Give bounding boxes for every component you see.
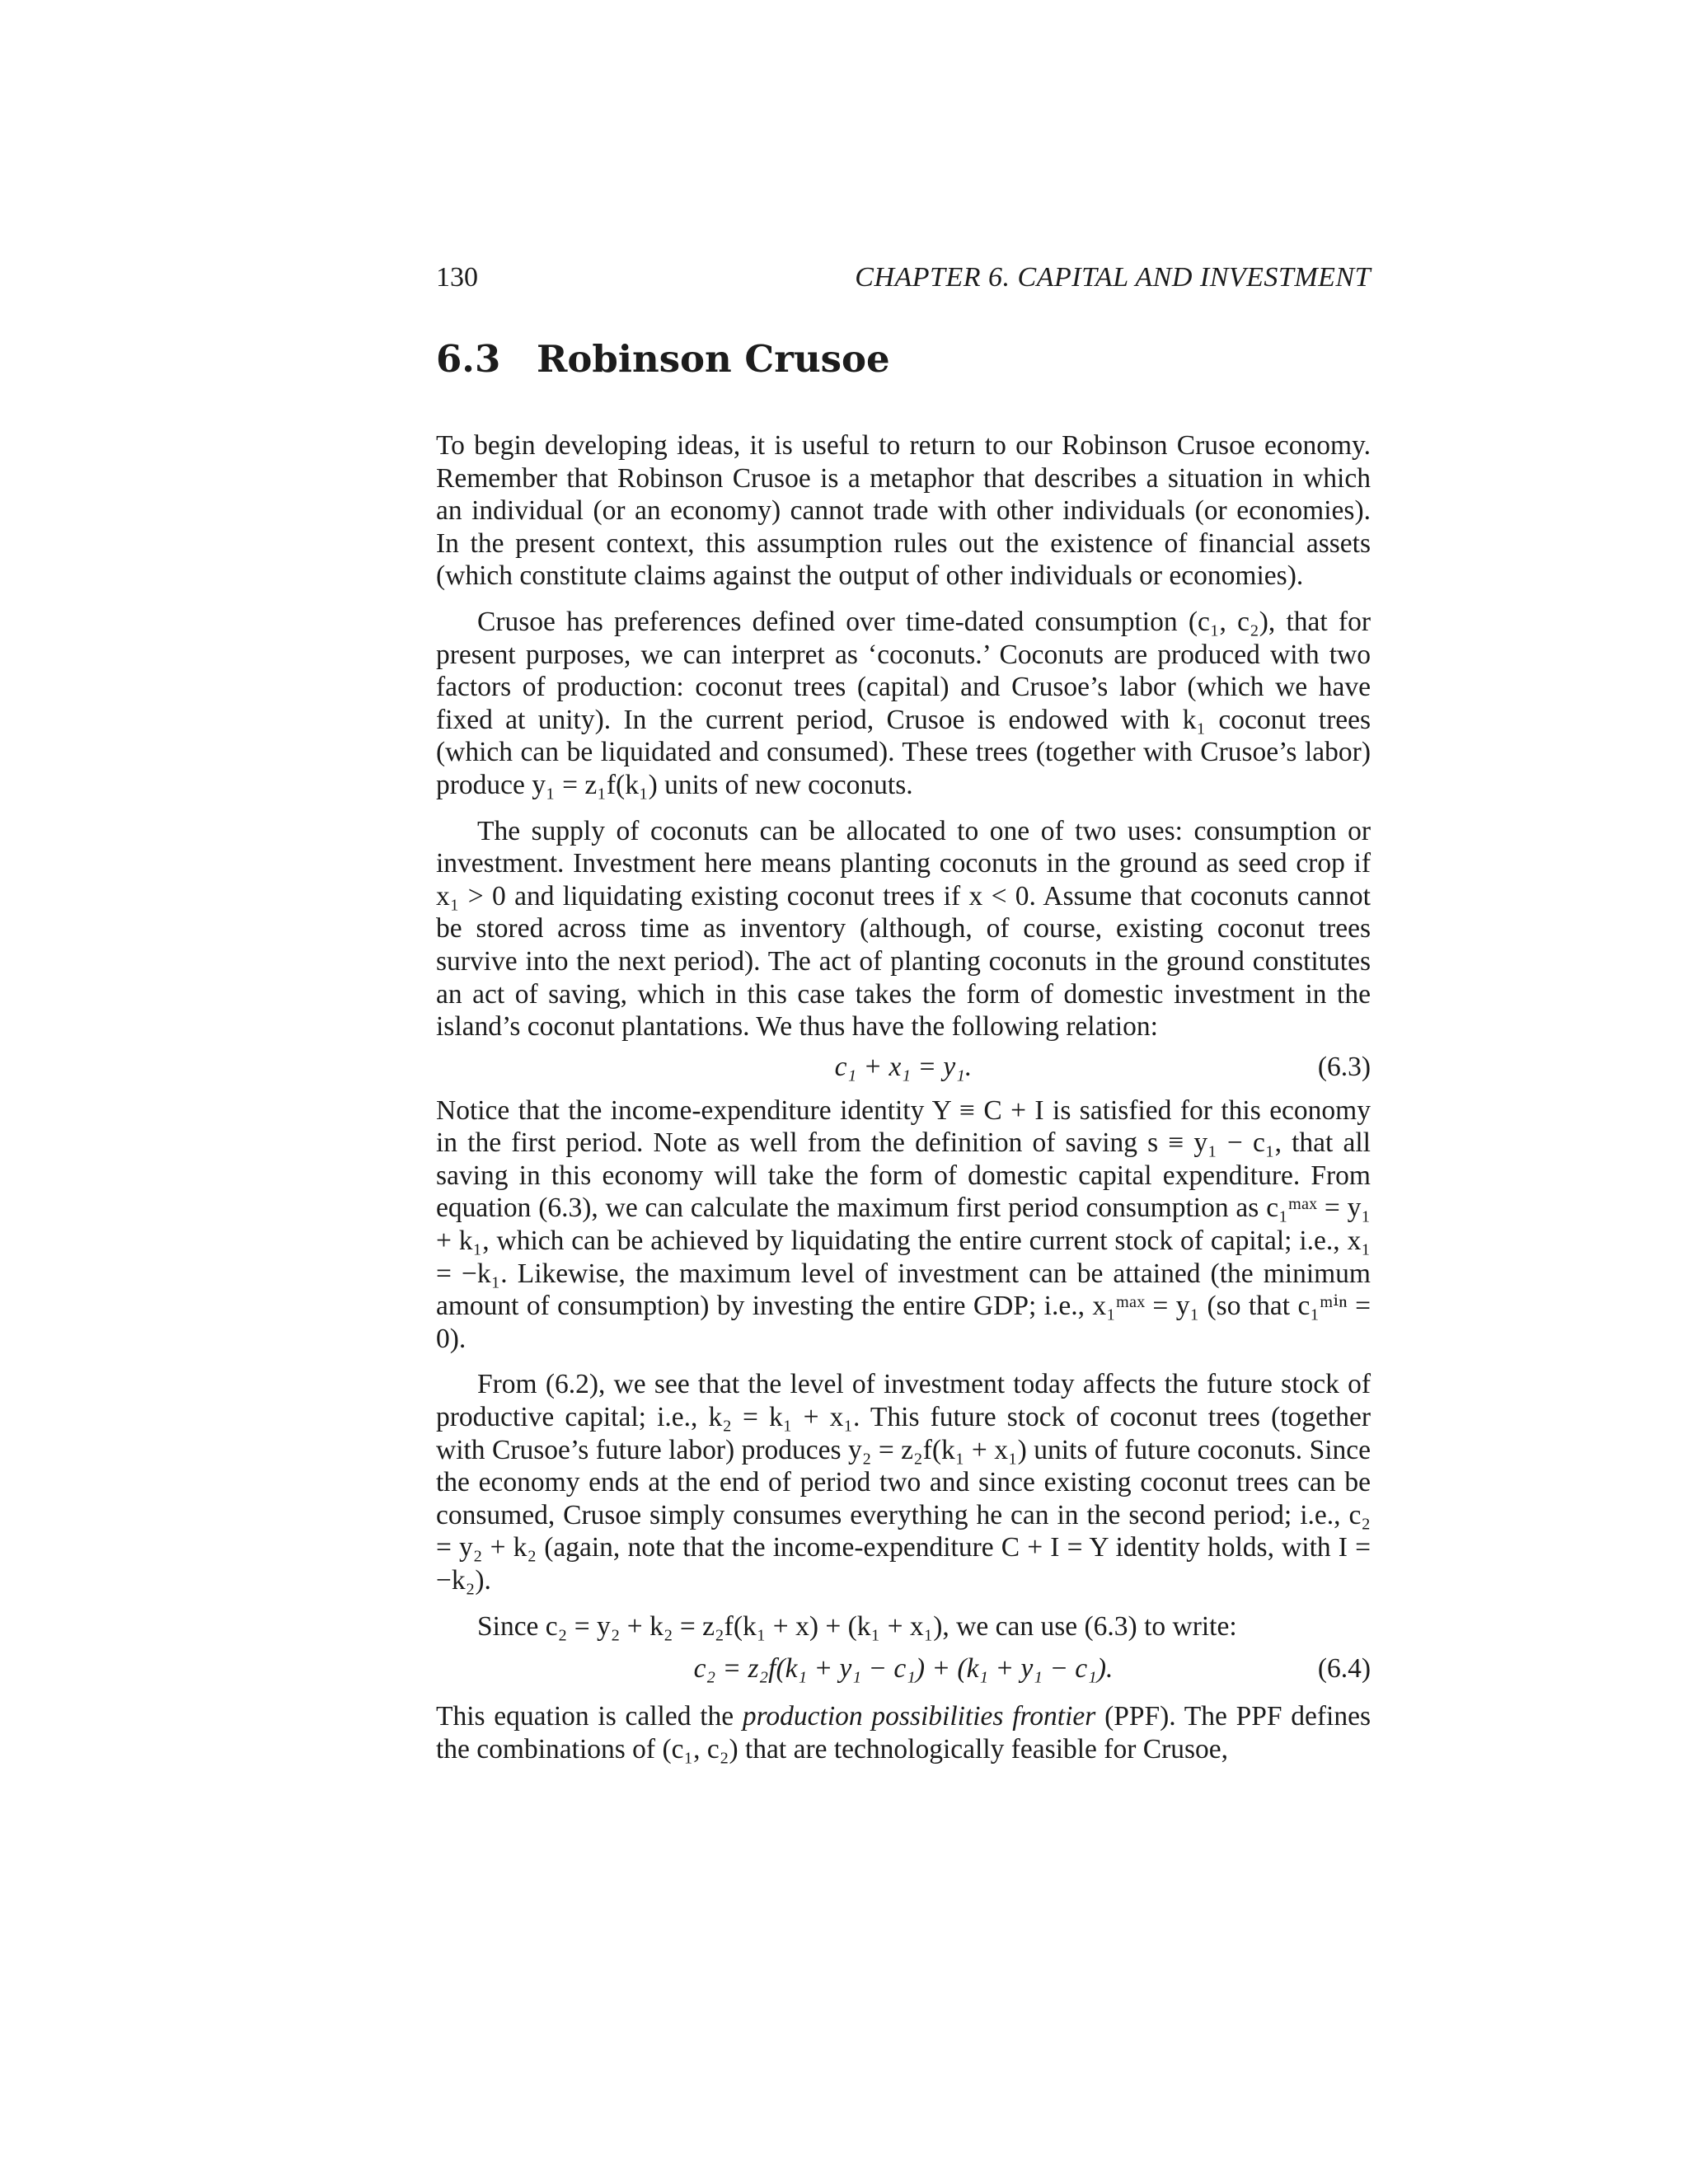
ppf-text-after: (PPF). The PPF defines the combinations of (c₁, c₂) that are technologically feasible for Crusoe,	[436, 1701, 1371, 1765]
section-number: 6.3	[436, 337, 501, 381]
paragraph-preferences: Crusoe has preferences defined over time-dated consumption (c₁, c₂), that for present purposes, we can interpret as ‘coconuts.’ Coconuts are produced with two factors of production: coconut trees (capital) and Crusoe’s labor (which we have fixed at unity). In the current period, Crusoe is endowed with k₁ coconut trees (which can be liquidated and consumed). These trees (together with Crusoe’s labor) produce y₁ = z₁f(k₁) units of new coconuts.	[436, 606, 1371, 800]
equation-6-3	[436, 1047, 1371, 1088]
paragraph-supply: The supply of coconuts can be allocated to one of two uses: consumption or investment. Investment here means planting coconuts in the ground as seed crop if x₁ > 0 and liquidating existing coconut trees if x < 0. Assume that coconuts cannot be stored across time as inventory (although, of course, existing coconut trees survive into the next period). The act of planting coconuts in the ground constitutes an act of saving, which in this case takes the form of domestic investment in the island’s coconut plantations. We thus have the following relation:	[436, 815, 1371, 1043]
paragraph-future-stock: From (6.2), we see that the level of investment today affects the future stock of productive capital; i.e., k₂ = k₁ + x₁. This future stock of coconut trees (together with Crusoe’s future labor) produces y₂ = z₂f(k₁ + x₁) units of future coconuts. Since the economy ends at the end of period two and since existing coconut trees can be consumed, Crusoe simply consumes everything he can in the second period; i.e., c₂ = y₂ + k₂ (again, note that the income-expenditure C + I = Y identity holds, with I = −k₂).	[436, 1369, 1371, 1596]
paragraph-intro: To begin developing ideas, it is useful to return to our Robinson Crusoe economy. Remember that Robinson Crusoe is a metaphor that describes a situation in which an individual (or an economy) cannot trade with other individuals (or economies). In the present context, this assumption rules out the existence of financial assets (which constitute claims against the output of other individuals or economies).	[436, 430, 1371, 592]
paragraph-identity: Notice that the income-expenditure identity Y ≡ C + I is satisfied for this economy in the first period. Note as well from the definition of saving s ≡ y₁ − c₁, that all saving in this economy will take the form of domestic capital expenditure. From equation (6.3), we can calculate the maximum first period consumption as c₁ᵐᵃˣ = y₁ + k₁, which can be achieved by liquidating the entire current stock of capital; i.e., x₁ = −k₁. Likewise, the maximum level of investment can be attained (the minimum amount of consumption) by investing the entire GDP; i.e., x₁ᵐᵃˣ = y₁ (so that c₁ᵐⁱⁿ = 0).	[436, 1094, 1371, 1354]
body-text	[436, 429, 1371, 1765]
ppf-text-before: This equation is called the	[436, 1701, 743, 1732]
equation-6-3-number: (6.3)	[1317, 1051, 1371, 1082]
equation-6-4-body: c₂ = z₂f(k₁ + y₁ − c₁) + (k₁ + y₁ − c₁).	[693, 1653, 1114, 1685]
page	[436, 257, 1371, 1779]
page-number: 130	[436, 262, 478, 293]
section-heading	[436, 335, 1371, 384]
equation-6-3-body: c₁ + x₁ = y₁.	[834, 1051, 973, 1082]
section-title: Robinson Crusoe	[537, 337, 890, 381]
paragraph-since: Since c₂ = y₂ + k₂ = z₂f(k₁ + x) + (k₁ + x₁), we can use (6.3) to write:	[477, 1610, 1237, 1642]
equation-6-4-number: (6.4)	[1317, 1653, 1371, 1685]
ppf-term: production possibilities frontier	[742, 1701, 1096, 1732]
paragraph-ppf	[436, 1700, 1371, 1765]
chapter-title: CHAPTER 6. CAPITAL AND INVESTMENT	[855, 262, 1371, 293]
equation-6-4	[436, 1643, 1371, 1695]
running-head	[436, 257, 1371, 298]
